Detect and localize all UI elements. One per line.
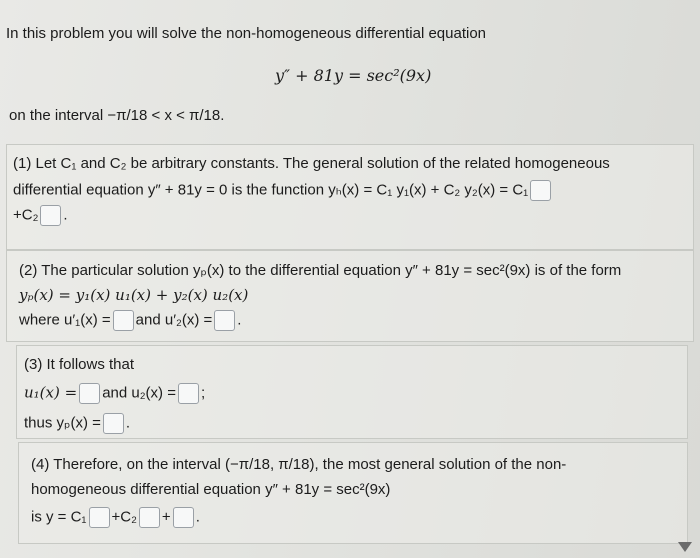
- part1-c2-label: +C₂: [13, 206, 39, 224]
- answer-box-u2-prime[interactable]: [214, 310, 235, 331]
- answer-box-yp[interactable]: [103, 413, 124, 434]
- part3-line3: thus yₚ(x) = .: [24, 413, 130, 434]
- part4-line1: (4) Therefore, on the interval (−π/18, π/18), the most general solution of the non-: [31, 456, 567, 473]
- answer-box-u2[interactable]: [178, 383, 199, 404]
- answer-box-general-c1[interactable]: [89, 507, 110, 528]
- part4-plus-label: +: [161, 508, 171, 526]
- part1-line1: (1) Let C₁ and C₂ be arbitrary constants. The general solution of the related homogeneous: [13, 155, 610, 172]
- main-equation: y″ + 81y = sec²(9x): [275, 66, 432, 85]
- part2-and-label: and u′₂(x) =: [135, 311, 213, 329]
- part2-line1: (2) The particular solution yₚ(x) to the differential equation y″ + 81y = sec²(9x) is of the form: [19, 262, 622, 279]
- part4-is-label: is y = C₁: [31, 508, 87, 526]
- part2-line2: yₚ(x) = y₁(x) u₁(x) + y₂(x) u₂(x): [19, 286, 249, 304]
- interval-text: on the interval −π/18 < x < π/18.: [9, 107, 225, 124]
- answer-box-u1[interactable]: [79, 383, 100, 404]
- part3-line1: (3) It follows that: [24, 356, 135, 373]
- answer-box-general-c2[interactable]: [139, 507, 160, 528]
- part3-and-label: and u₂(x) =: [102, 384, 176, 402]
- part4-line3: is y = C₁ +C₂ + .: [31, 507, 200, 528]
- part3-u1-label: u₁(x) =: [24, 383, 78, 402]
- part3-thus-label: thus yₚ(x) =: [24, 414, 101, 432]
- part1-line2: [13, 180, 553, 201]
- answer-box-u1-prime[interactable]: [113, 310, 134, 331]
- answer-box-general-yp[interactable]: [173, 507, 194, 528]
- part4-line2: homogeneous differential equation y″ + 81y = sec²(9x): [31, 481, 391, 498]
- part3-line2: u₁(x) = and u₂(x) = ;: [24, 383, 205, 404]
- part1-line3: +C₂ .: [13, 205, 68, 226]
- scroll-arrow-icon[interactable]: [678, 542, 692, 552]
- intro-text: In this problem you will solve the non-homogeneous differential equation: [6, 25, 487, 42]
- part1-line2-text: differential equation y″ + 81y = 0 is the function yₕ(x) = C₁ y₁(x) + C₂ y₂(x) = C₁: [13, 181, 529, 199]
- answer-box-c2-term[interactable]: [40, 205, 61, 226]
- part4-c2-label: +C₂: [111, 508, 137, 526]
- part2-line3: where u′₁(x) = and u′₂(x) = .: [19, 310, 241, 331]
- part2-where-label: where u′₁(x) =: [19, 311, 111, 329]
- answer-box-c1-term[interactable]: [530, 180, 551, 201]
